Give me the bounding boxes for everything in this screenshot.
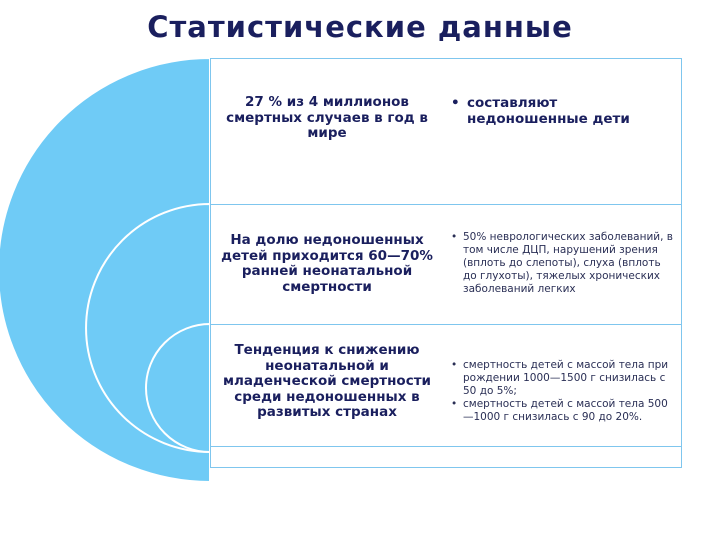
bottom-strip bbox=[210, 446, 682, 468]
row-1-details bbox=[451, 95, 673, 127]
row-3-detail-2: • смертность детей с массой тела 500—1000 г снизилась с 90 до 20%. bbox=[451, 398, 673, 424]
row-2-statement: На долю недоношенных детей приходится 60—70% ранней неонатальной смертности bbox=[221, 232, 433, 295]
row-1-panel bbox=[210, 58, 682, 205]
row-3-detail-1: • смертность детей с массой тела при рождении 1000—1500 г снизилась с 50 до 5%; bbox=[451, 359, 673, 398]
row-3-details bbox=[451, 359, 673, 424]
row-1-detail-1: • составляют недоношенные дети bbox=[451, 95, 673, 127]
row-2-detail-1: • 50% неврологических заболеваний, в том числе ДЦП, нарушений зрения (вплоть до слепоты), слуха (вплоть до глухоты), тяжелых хронических заболеваний легких bbox=[451, 231, 673, 296]
row-2-details bbox=[451, 231, 673, 296]
row-3-statement: Тенденция к снижению неонатальной и младенческой смертности среди недоношенных в развитых странах bbox=[222, 342, 431, 420]
row-2-panel bbox=[210, 204, 682, 326]
slide-title: Статистические данные bbox=[147, 10, 573, 44]
row-3-panel bbox=[210, 324, 682, 448]
row-1-statement: 27 % из 4 миллионов смертных случаев в год в мире bbox=[226, 94, 428, 141]
